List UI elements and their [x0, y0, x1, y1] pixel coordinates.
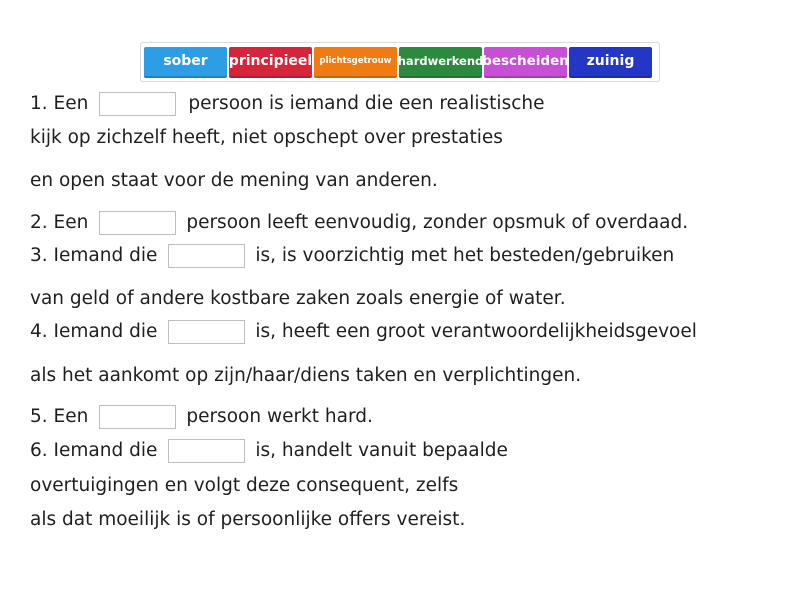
answer-blank-4[interactable]	[168, 320, 245, 344]
sentence-6-start: 6. Iemand die	[30, 440, 158, 461]
word-chip-bescheiden[interactable]: bescheiden	[484, 47, 567, 78]
sentence-6-line-2	[30, 474, 458, 498]
sentence-1-continue: persoon is iemand die een realistische	[188, 93, 545, 114]
sentence-6-text-2: overtuigingen en volgt deze consequent, zelfs	[30, 475, 459, 496]
word-chip-zuinig[interactable]: zuinig	[569, 47, 652, 78]
word-chip-principieel[interactable]: principieel	[229, 47, 312, 78]
sentence-1-start: 1. Een	[30, 93, 89, 114]
answer-blank-1[interactable]	[99, 92, 176, 116]
sentence-6-line-1	[30, 439, 508, 463]
sentence-3-text-2: van geld of andere kostbare zaken zoals energie of water.	[30, 288, 566, 309]
answer-blank-3[interactable]	[168, 244, 245, 268]
sentence-1-text-3: en open staat voor de mening van anderen.	[30, 170, 438, 191]
sentence-6-line-3	[30, 508, 465, 532]
answer-blank-6[interactable]	[168, 439, 245, 463]
sentence-4-continue: is, heeft een groot verantwoordelijkheidsgevoel	[255, 321, 697, 342]
word-chip-hardwerkend[interactable]: hardwerkend	[399, 47, 482, 78]
word-bank	[140, 42, 660, 82]
sentence-2-continue: persoon leeft eenvoudig, zonder opsmuk of overdaad.	[186, 212, 689, 233]
sentence-4-text-2: als het aankomt op zijn/haar/diens taken en verplichtingen.	[30, 365, 582, 386]
sentence-2-start: 2. Een	[30, 212, 89, 233]
sentence-6-continue: is, handelt vanuit bepaalde	[255, 440, 508, 461]
sentence-5-line-1	[30, 405, 373, 429]
answer-blank-2[interactable]	[99, 211, 176, 235]
sentence-1-line-2	[30, 126, 503, 150]
word-chip-sober[interactable]: sober	[144, 47, 227, 78]
sentence-5-continue: persoon werkt hard.	[186, 406, 373, 427]
sentence-4-line-2	[30, 364, 581, 388]
sentence-1-line-1	[30, 92, 545, 116]
sentence-4-start: 4. Iemand die	[30, 321, 158, 342]
sentence-1-text-2: kijk op zichzelf heeft, niet opschept over prestaties	[30, 127, 503, 148]
sentence-2-line-1	[30, 211, 688, 235]
sentence-5-start: 5. Een	[30, 406, 89, 427]
sentence-3-line-2	[30, 287, 566, 311]
sentence-6-text-3: als dat moeilijk is of persoonlijke offers vereist.	[30, 509, 466, 530]
sentence-3-line-1	[30, 244, 674, 268]
sentence-3-continue: is, is voorzichtig met het besteden/gebruiken	[255, 245, 675, 266]
sentence-4-line-1	[30, 320, 697, 344]
sentence-1-line-3	[30, 169, 438, 193]
word-chip-plichtsgetrouw[interactable]: plichtsgetrouw	[314, 47, 397, 78]
answer-blank-5[interactable]	[99, 405, 176, 429]
sentence-3-start: 3. Iemand die	[30, 245, 158, 266]
